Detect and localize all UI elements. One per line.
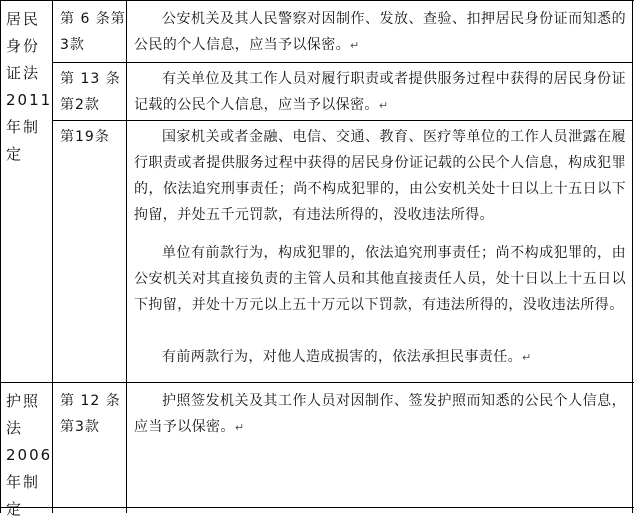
law-name-text: 护照法2006年制定 — [6, 392, 53, 518]
row-divider-c — [0, 507, 634, 508]
row-divider-a1 — [52, 62, 633, 63]
col-divider-2 — [126, 0, 127, 513]
article-text — [134, 388, 626, 441]
article-text — [134, 124, 626, 228]
paragraph-mark: ↵ — [350, 39, 360, 52]
article-ref: 第 12 条第3款 — [60, 393, 121, 435]
paragraph-mark: ↵ — [522, 351, 532, 364]
paragraph-mark: ↵ — [378, 99, 389, 112]
article-ref: 第 6 条第3款 — [60, 11, 126, 53]
article-text — [134, 66, 626, 119]
article-text-body: 公安机关及其人民警察对因制作、发放、查验、扣押居民身份证而知悉的公民的个人信息，应当予以保密。 — [134, 11, 626, 53]
row-divider-b — [0, 382, 634, 383]
article-text — [134, 6, 626, 59]
law-name-passport — [6, 388, 53, 523]
article-text-body: 有前两款行为，对他人造成损害的，依法承担民事责任。 — [162, 349, 522, 365]
article-text-body: 单位有前款行为，构成犯罪的，依法追究刑事责任；尚不构成犯罪的，由公安机关对其直接负责的主管人员和其他直接责任人员，处十日以上十五日以下拘留，并处十万元以上五十万元以下罚款，有违法所得的，没收违法所得。 — [134, 245, 626, 313]
law-name-text: 居民身份证法2011年制定 — [6, 10, 53, 163]
article-text-body: 护照签发机关及其工作人员对因制作、签发护照而知悉的公民个人信息，应当予以保密。 — [134, 393, 626, 435]
article-text-2 — [134, 240, 626, 318]
article-text-body: 有关单位及其工作人员对履行职责或者提供服务过程中获得的居民身份证记载的公民个人信息，应当予以保密。 — [134, 71, 626, 113]
table-border-right — [632, 0, 633, 513]
article-ref: 第 13 条第2款 — [60, 71, 121, 113]
row-divider-a2 — [52, 120, 633, 121]
article-ref: 第19条 — [60, 129, 110, 145]
article-text-3 — [134, 344, 626, 371]
table-border-top — [0, 0, 634, 1]
table-border-left — [0, 0, 1, 513]
law-name-id-card — [6, 6, 53, 168]
paragraph-mark: ↵ — [234, 421, 245, 434]
col-divider-1 — [52, 0, 53, 513]
article-text-body: 国家机关或者金融、电信、交通、教育、医疗等单位的工作人员泄露在履行职责或者提供服务过程中获得的居民身份证记载的公民个人信息，构成犯罪的，依法追究刑事责任；尚不构成犯罪的，由公安机关处十日以上十五日以下拘留，并处五千元罚款，有违法所得的，没收违法所得。 — [134, 129, 626, 223]
